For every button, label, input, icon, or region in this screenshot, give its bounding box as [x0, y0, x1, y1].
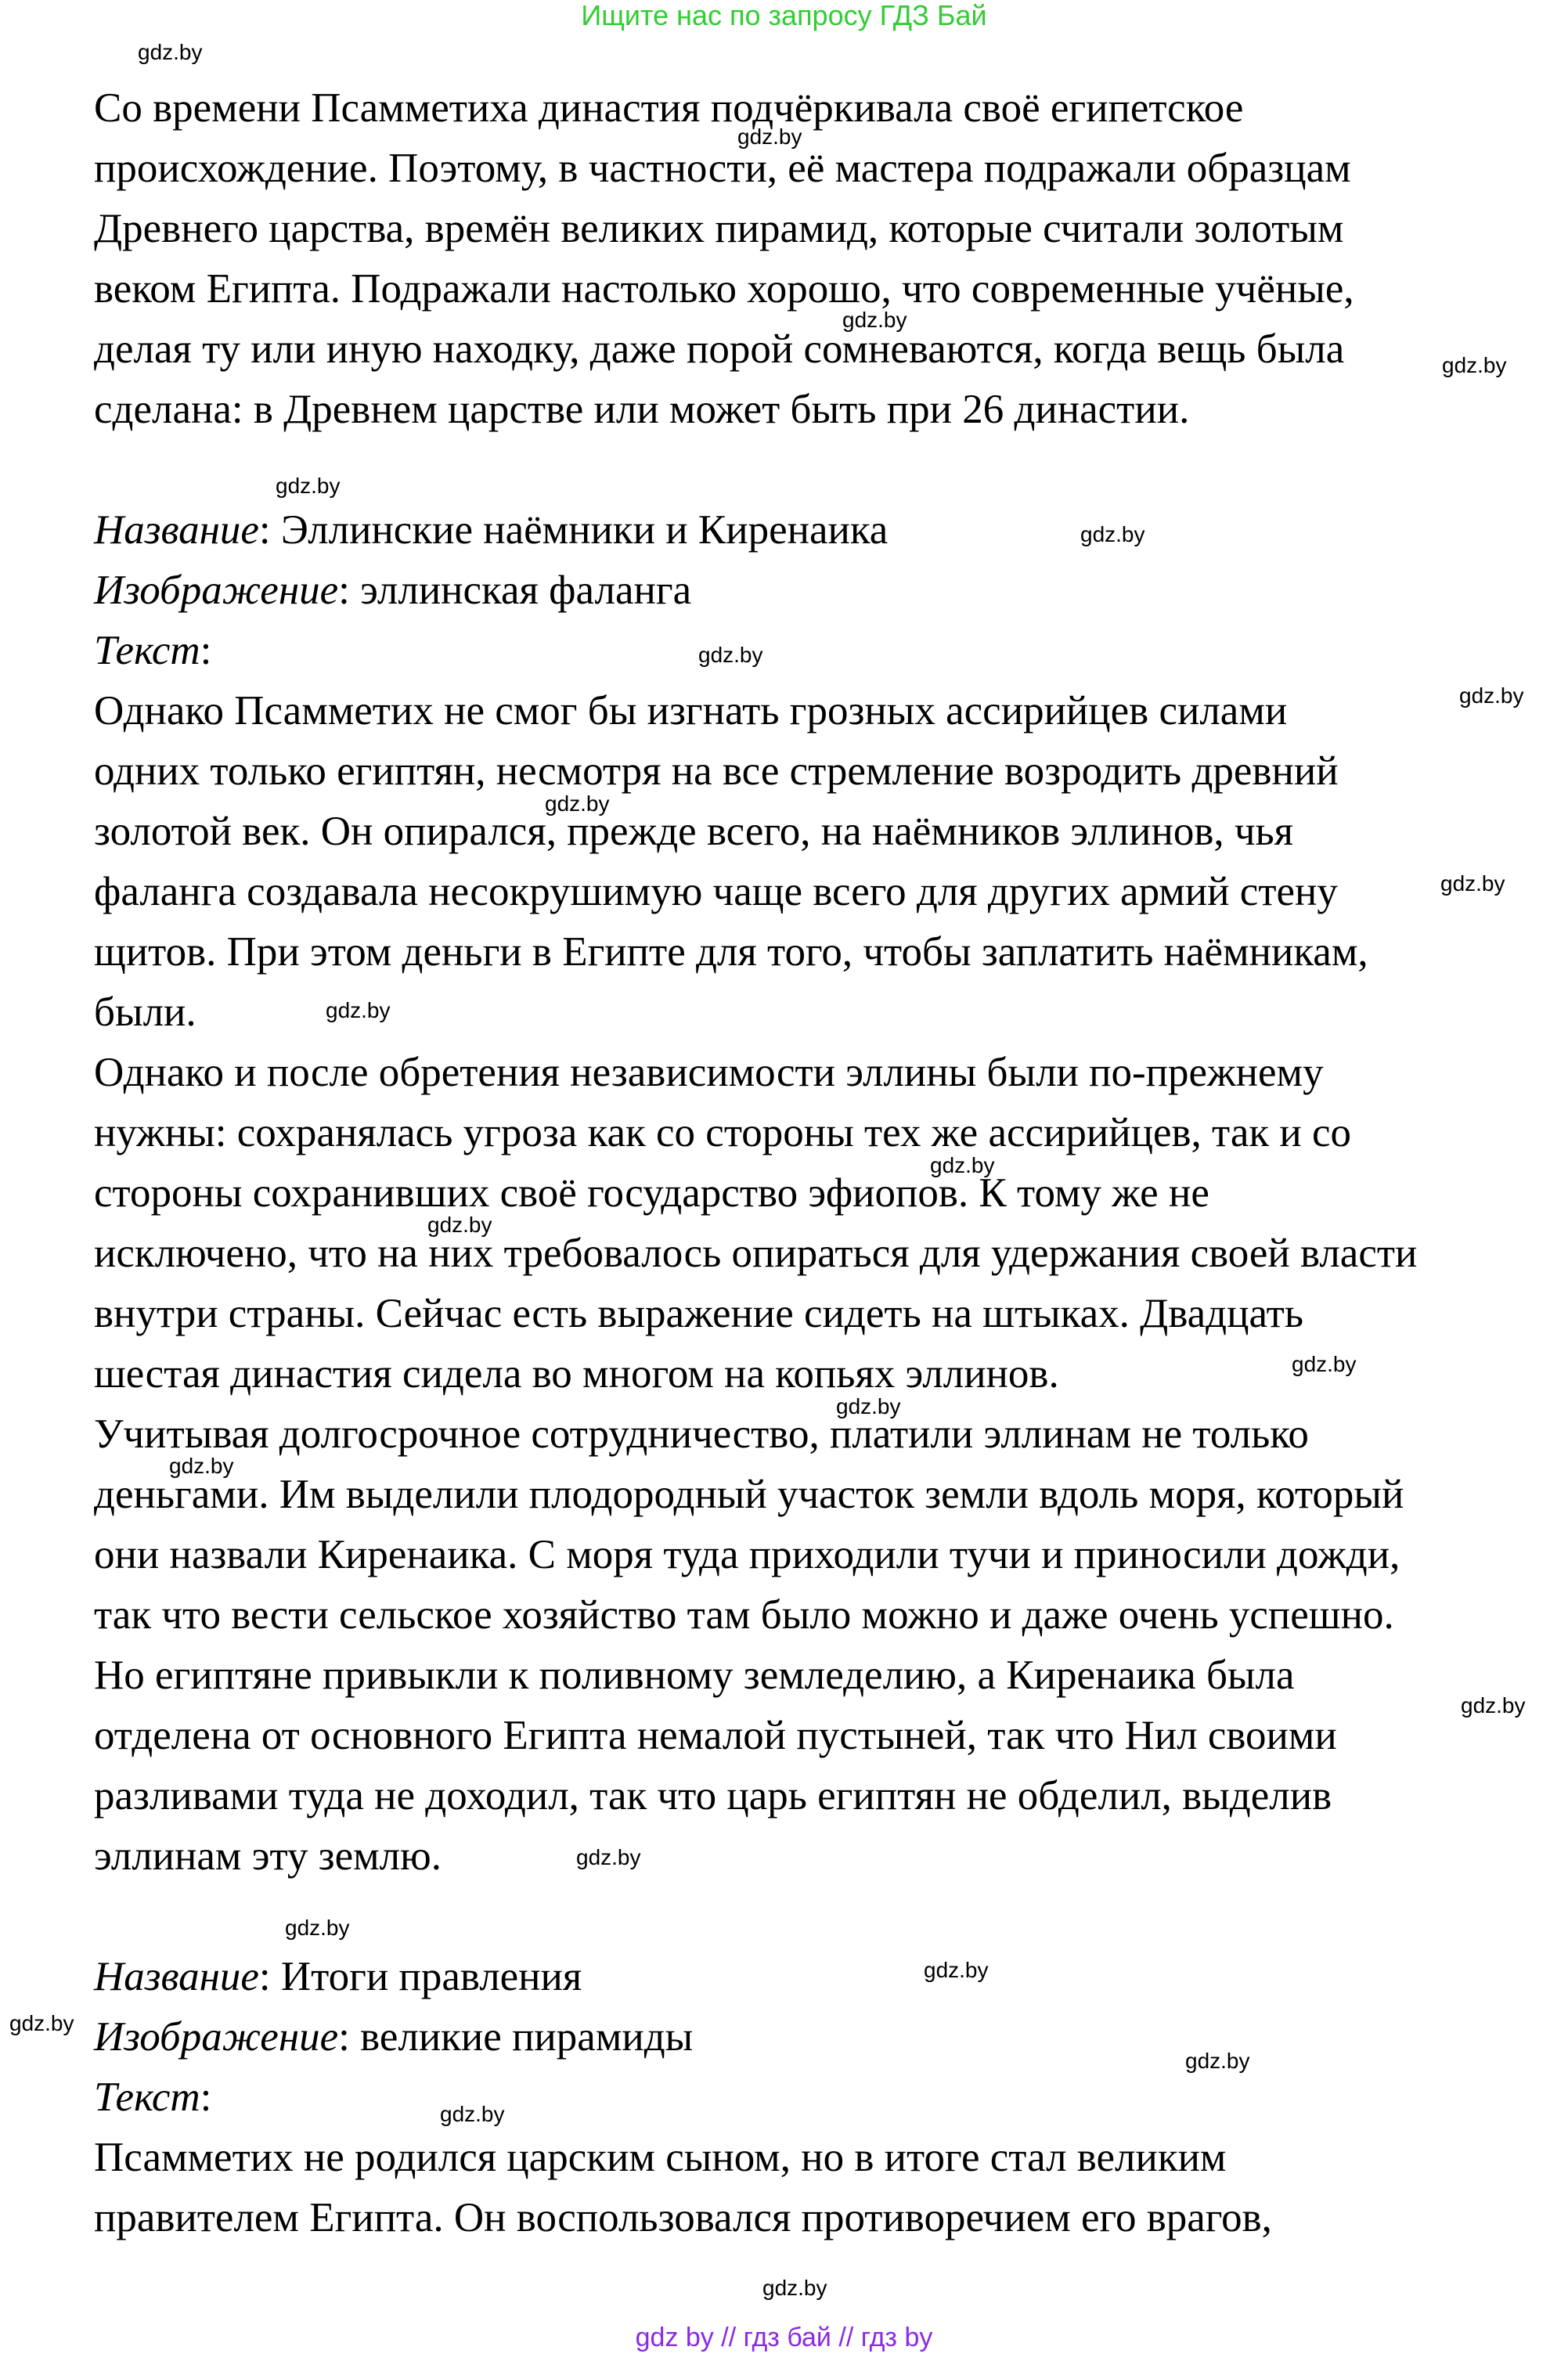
- title-value: : Эллинские наёмники и Киренаика: [258, 507, 889, 553]
- text-line: одних только египтян, несмотря на все стремление возродить древний: [94, 748, 1339, 794]
- title-label: Название: [94, 507, 259, 553]
- title-label: Название: [94, 1954, 259, 1999]
- text-line: эллинам эту землю.: [94, 1833, 442, 1879]
- section1-text-heading: [47, 621, 1534, 681]
- text-line: Однако и после обретения независимости эллины были по-прежнему: [94, 1050, 1324, 1095]
- text-line: исключено, что на них требовалось опираться для удержания своей власти: [94, 1231, 1418, 1276]
- text-line: они назвали Киренаика. С моря туда приходили тучи и приносили дожди,: [94, 1532, 1400, 1577]
- watermark: gdz.by: [326, 998, 391, 1022]
- footer-links: gdz by // гдз бай // гдз by: [635, 2323, 933, 2352]
- section1-paragraph-2: [47, 1043, 1534, 1404]
- section1-paragraph-1: [47, 681, 1534, 1043]
- watermark: gdz.by: [138, 40, 203, 64]
- watermark: gdz.by: [9, 2011, 74, 2035]
- image-label: Изображение: [94, 2014, 339, 2060]
- text-label: Текст: [94, 2074, 200, 2120]
- section2-title: [47, 1947, 1534, 2007]
- image-label: Изображение: [94, 568, 339, 613]
- section2-image: [47, 2007, 1534, 2067]
- text-line: Псамметих не родился царским сыном, но в итоге стал великим: [94, 2135, 1227, 2180]
- text-line: Но египтяне привыкли к поливному земледелию, а Киренаика была: [94, 1653, 1295, 1698]
- watermark: gdz.by: [169, 1454, 234, 1478]
- text-line: стороны сохранивших своё государство эфиопов. К тому же не: [94, 1170, 1209, 1216]
- text-line: правителем Египта. Он воспользовался противоречием его врагов,: [94, 2195, 1272, 2240]
- watermark: gdz.by: [1461, 1693, 1526, 1718]
- section2-paragraph-1: [47, 2128, 1534, 2248]
- text-line: делая ту или иную находку, даже порой сомневаются, когда вещь была: [94, 326, 1345, 372]
- watermark: gdz.by: [285, 1916, 350, 1940]
- watermark: gdz.by: [276, 474, 341, 498]
- watermark: gdz.by: [1292, 1352, 1357, 1376]
- text-line: Со времени Псамметиха династия подчёркивала своё египетское: [94, 85, 1244, 131]
- section1-title: [47, 500, 1534, 561]
- text-line: нужны: сохранялась угроза как со стороны тех же ассирийцев, так и со: [94, 1110, 1351, 1155]
- watermark: gdz.by: [924, 1958, 989, 1982]
- watermark: gdz.by: [1442, 353, 1507, 377]
- text-line: так что вести сельское хозяйство там было можно и даже очень успешно.: [94, 1592, 1394, 1638]
- text-line: Древнего царства, времён великих пирамид, которые считали золотым: [94, 206, 1344, 251]
- watermark: gdz.by: [737, 124, 802, 149]
- watermark: gdz.by: [698, 643, 763, 667]
- text-value: :: [200, 2074, 212, 2120]
- section-gap: [47, 440, 1534, 500]
- image-value: : эллинская фаланга: [338, 568, 692, 613]
- text-line: были.: [94, 989, 196, 1035]
- title-value: : Итоги правления: [258, 1954, 582, 1999]
- text-line: Однако Псамметих не смог бы изгнать грозных ассирийцев силами: [94, 688, 1288, 734]
- text-line: Учитывая долгосрочное сотрудничество, платили эллинам не только: [94, 1411, 1309, 1457]
- watermark: gdz.by: [842, 308, 907, 332]
- watermark: gdz.by: [1185, 2049, 1250, 2073]
- text-line: происхождение. Поэтому, в частности, её мастера подражали образцам: [94, 146, 1351, 191]
- text-line: деньгами. Им выделили плодородный участок земли вдоль моря, который: [94, 1472, 1404, 1517]
- watermark: gdz.by: [1459, 683, 1524, 708]
- section1-paragraph-3: [47, 1404, 1534, 1887]
- text-line: фаланга создавала несокрушимую чаще всего для других армий стену: [94, 869, 1338, 914]
- section-gap: [47, 1887, 1534, 1947]
- watermark: gdz.by: [545, 791, 610, 816]
- watermark: gdz.by: [1080, 522, 1145, 546]
- text-value: :: [200, 628, 212, 673]
- text-line: внутри страны. Сейчас есть выражение сидеть на штыках. Двадцать: [94, 1291, 1303, 1336]
- image-value: : великие пирамиды: [338, 2014, 694, 2060]
- watermark: gdz.by: [762, 2276, 827, 2300]
- watermark: gdz.by: [930, 1153, 995, 1177]
- text-label: Текст: [94, 628, 200, 673]
- watermark: gdz.by: [836, 1394, 901, 1418]
- section1-image: [47, 561, 1534, 621]
- text-line: разливами туда не доходил, так что царь египтян не обделил, выделив: [94, 1773, 1332, 1819]
- text-line: веком Египта. Подражали настолько хорошо, что современные учёные,: [94, 266, 1354, 312]
- top-banner: Ищите нас по запросу ГДЗ Бай: [581, 0, 987, 31]
- watermark: gdz.by: [576, 1845, 641, 1869]
- text-line: шестая династия сидела во многом на копьях эллинов.: [94, 1351, 1059, 1397]
- text-line: щитов. При этом деньги в Египте для того, чтобы заплатить наёмникам,: [94, 929, 1368, 975]
- text-line: сделана: в Древнем царстве или может быть при 26 династии.: [94, 387, 1190, 432]
- watermark: gdz.by: [440, 2102, 505, 2126]
- watermark: gdz.by: [1440, 871, 1505, 896]
- document-body: [47, 78, 1534, 2248]
- text-line: отделена от основного Египта немалой пустыней, так что Нил своими: [94, 1713, 1337, 1758]
- section2-text-heading: [47, 2067, 1534, 2128]
- watermark: gdz.by: [427, 1213, 492, 1237]
- text-line: золотой век. Он опирался, прежде всего, на наёмников эллинов, чья: [94, 809, 1294, 854]
